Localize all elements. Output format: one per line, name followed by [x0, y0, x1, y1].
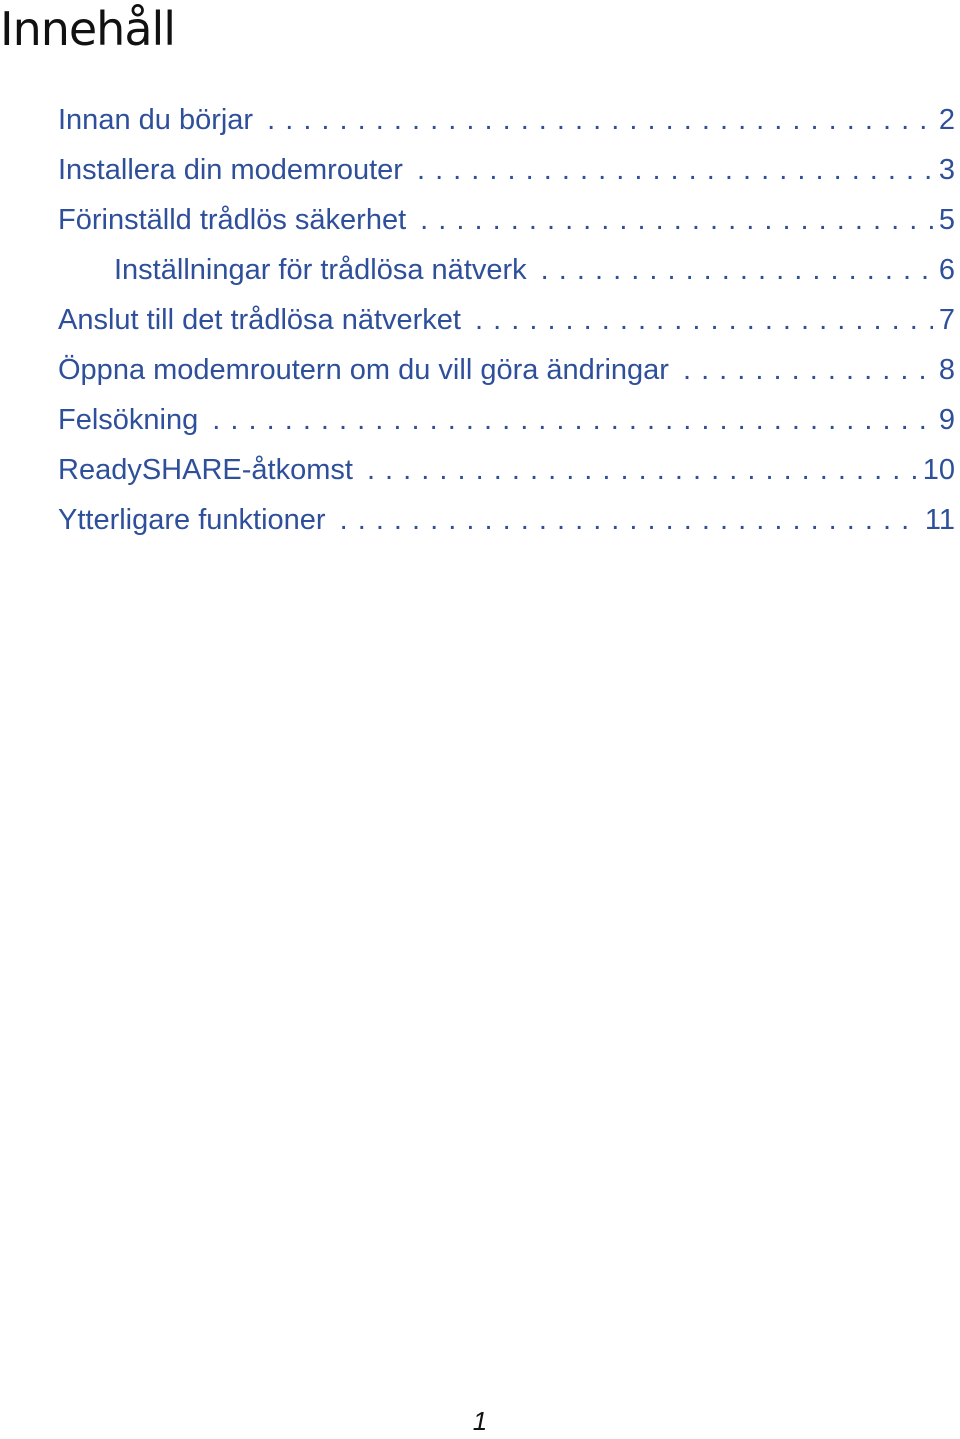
toc-dot-leader	[417, 145, 933, 195]
toc-dot-leader	[367, 445, 917, 495]
toc-entry-label: Inställningar för trådlösa nätverk	[114, 254, 527, 286]
toc-entry[interactable]	[58, 395, 955, 445]
toc-entry-page: 3	[938, 154, 955, 186]
toc-entry-label: Innan du börjar	[58, 104, 254, 136]
toc-entry-page: 9	[938, 404, 955, 436]
toc-entry-page: 6	[938, 254, 955, 286]
toc-entry[interactable]	[58, 295, 955, 345]
toc-entry-label: Öppna modemroutern om du vill göra ändringar	[58, 354, 669, 386]
page-number: 1	[472, 1406, 488, 1436]
toc-entry-label: Anslut till det trådlösa nätverket	[58, 304, 461, 336]
toc-dot-leader	[683, 345, 933, 395]
toc-entry-page: 10	[922, 454, 955, 486]
toc-entry-page: 5	[938, 204, 955, 236]
page-title: Innehåll	[0, 2, 176, 56]
toc-dot-leader	[475, 295, 933, 345]
toc-dot-leader	[212, 395, 933, 445]
toc-subentry[interactable]	[58, 245, 955, 295]
toc-dot-leader	[267, 95, 933, 145]
toc-dot-leader	[541, 245, 933, 295]
toc-dot-leader	[340, 495, 919, 545]
toc-entry-page: 8	[938, 354, 955, 386]
toc-entry-page: 11	[924, 504, 955, 536]
toc-entry-label: Installera din modemrouter	[58, 154, 403, 186]
toc-entry[interactable]	[58, 145, 955, 195]
toc-entry-page: 2	[938, 104, 955, 136]
table-of-contents	[58, 95, 955, 545]
toc-entry-label: Förinställd trådlös säkerhet	[58, 204, 407, 236]
toc-entry-label: Ytterligare funktioner	[58, 504, 326, 536]
toc-entry[interactable]	[58, 345, 955, 395]
toc-entry[interactable]	[58, 445, 955, 495]
toc-dot-leader	[420, 195, 933, 245]
toc-entry-page: 7	[938, 304, 955, 336]
toc-entry-label: Felsökning	[58, 404, 199, 436]
toc-entry[interactable]	[58, 195, 955, 245]
toc-entry[interactable]	[58, 495, 955, 545]
toc-entry-label: ReadySHARE-åtkomst	[58, 454, 353, 486]
toc-entry[interactable]	[58, 95, 955, 145]
